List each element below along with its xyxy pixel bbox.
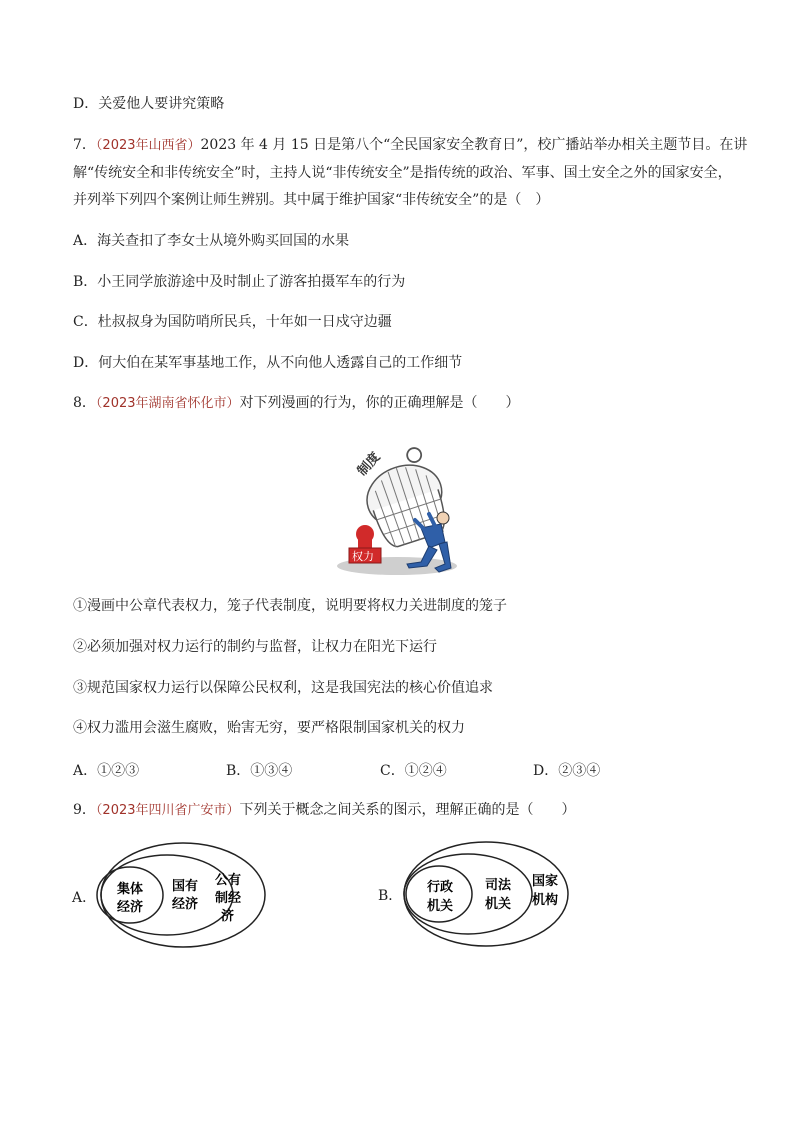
q6-option-d: D．关爱他人要讲究策略: [73, 96, 225, 112]
diagram-a-outer-3: 济: [221, 909, 235, 924]
q7-option-c: C．杜叔叔身为国防哨所民兵，十年如一日戍守边疆: [73, 314, 392, 330]
diagram-a-outer-2: 制经: [215, 891, 242, 906]
q8-statement-2: ②必须加强对权力运行的制约与监督，让权力在阳光下运行: [73, 639, 437, 655]
q7-stem-line1: [73, 135, 747, 156]
q8-option-c: C．①②④: [380, 763, 447, 779]
q8-source: （2023年湖南省怀化市）: [95, 396, 240, 411]
q7-source: （2023年山西省）: [95, 138, 201, 153]
diagram-a-middle-2: 经济: [172, 897, 199, 912]
q8-options: [0, 760, 794, 780]
diagram-a-inner-1: 集体: [117, 882, 144, 897]
q7-option-d: D．何大伯在某军事基地工作，从不向他人透露自己的工作细节: [73, 355, 463, 371]
diagram-b-outer-1: 国家: [532, 874, 559, 889]
cage-label: 制度: [354, 449, 384, 480]
q8-statement-1: ①漫画中公章代表权力，笼子代表制度，说明要将权力关进制度的笼子: [73, 598, 507, 614]
q7-stem-line3: 并列举下列四个案例让师生辨别。其中属于维护国家“非传统安全”的是（ ）: [73, 192, 550, 208]
diagram-b-label: B．: [378, 888, 403, 904]
diagram-a-outer-1: 公有: [215, 873, 242, 888]
q8-option-a: A．①②③: [73, 763, 140, 779]
q8-option-d: D．②③④: [533, 763, 601, 779]
q9-source: （2023年四川省广安市）: [95, 803, 240, 818]
q8-statement-4: ④权力滥用会滋生腐败，贻害无穷，要严格限制国家机关的权力: [73, 720, 465, 736]
q7-number: 7．: [73, 137, 96, 153]
q9-stem-text: 下列关于概念之间关系的图示，理解正确的是（ ）: [239, 802, 576, 818]
q7-option-b: B．小王同学旅游途中及时制止了游客拍摄军车的行为: [73, 274, 406, 290]
stamp-label: 权力: [352, 550, 374, 563]
cartoon-image: [335, 438, 460, 580]
q7-stem-line2: 解“传统安全和非传统安全”时，主持人说“非传统安全”是指传统的政治、军事、国土安全之外的国家安全，: [73, 165, 732, 181]
diagram-b-middle-1: 司法: [485, 878, 512, 893]
q9-diagram-b: [376, 840, 581, 950]
q8-stem: [73, 393, 520, 414]
q7-text-line1: 2023 年 4 月 15 日是第八个“全民国家安全教育日”，校广播站举办相关主题节目。在讲: [200, 137, 748, 153]
diagram-b-outer-2: 机构: [532, 893, 559, 908]
diagram-b-middle-2: 机关: [485, 897, 512, 912]
q9-diagram-a: [70, 840, 270, 950]
q8-stem-text: 对下列漫画的行为，你的正确理解是（ ）: [239, 395, 520, 411]
q9-stem: [73, 800, 576, 821]
q7-option-a: A．海关查扣了李女士从境外购买回国的水果: [73, 233, 350, 249]
q9-number: 9．: [73, 802, 96, 818]
diagram-b-inner-1: 行政: [427, 880, 454, 895]
diagram-b-middle-ellipse: [404, 854, 532, 934]
q8-statement-3: ③规范国家权力运行以保障公民权利，这是我国宪法的核心价值追求: [73, 680, 493, 696]
diagram-b-inner-2: 机关: [427, 899, 454, 914]
diagram-a-middle-1: 国有: [172, 879, 199, 894]
diagram-a-inner-2: 经济: [117, 900, 144, 915]
diagram-a-label: A．: [72, 890, 97, 906]
q8-number: 8．: [73, 395, 96, 411]
q8-option-b: B．①③④: [226, 763, 293, 779]
stamp-icon: [349, 525, 381, 563]
